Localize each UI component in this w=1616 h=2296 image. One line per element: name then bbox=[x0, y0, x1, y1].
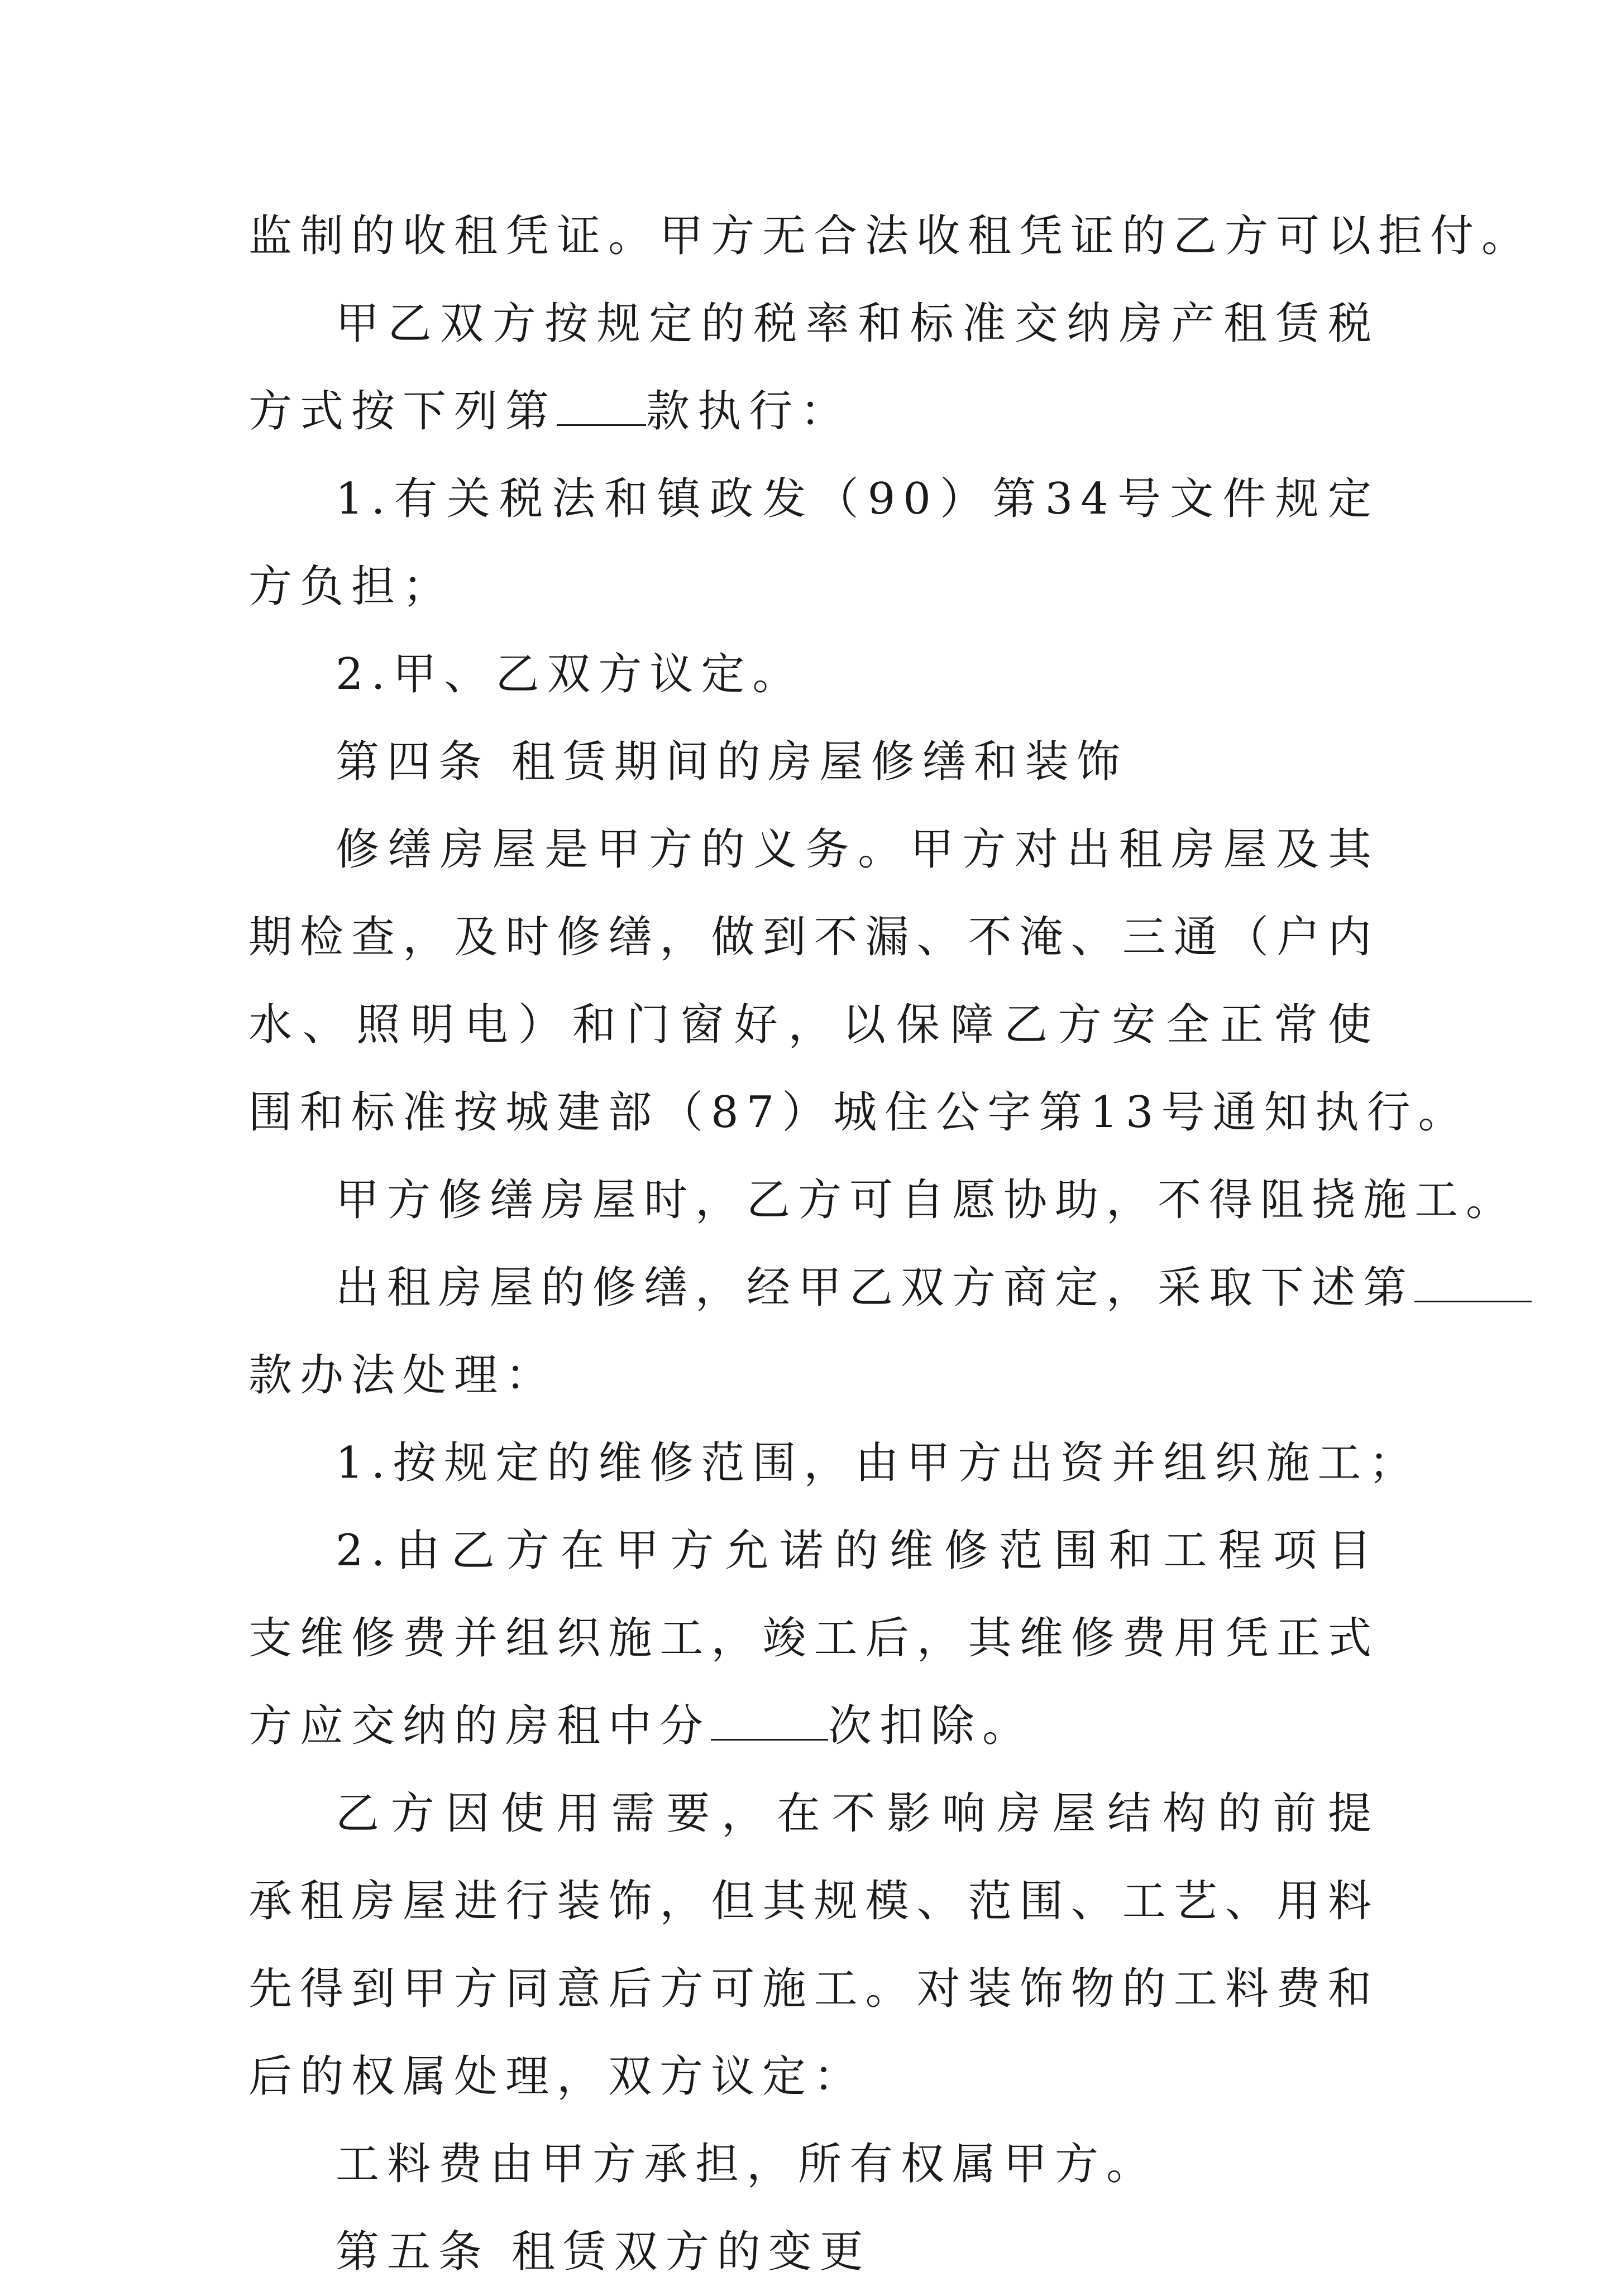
text-line: 水、照明电）和门窗好，以保障乙方安全正常使 bbox=[248, 1000, 1379, 1050]
paragraph-line bbox=[248, 806, 1379, 894]
paragraph-line bbox=[248, 1683, 1379, 1770]
text-line: 款执行： bbox=[646, 386, 852, 437]
text-line: 修缮房屋是甲方的义务。甲方对出租房屋及其 bbox=[336, 825, 1379, 875]
paragraph-line bbox=[248, 1420, 1421, 1507]
text-line: 出租房屋的修缮，经甲乙双方商定，采取下述第 bbox=[336, 1263, 1415, 1313]
text-line: 甲方修缮房屋时，乙方可自愿协助，不得阻挠施工。 bbox=[336, 1175, 1518, 1225]
text-line: 围和标准按城建部（87）城住公字第13号通知执行。 bbox=[248, 1087, 1470, 1138]
text-line: 方负担； bbox=[248, 562, 455, 612]
text-line: 甲乙双方按规定的税率和标准交纳房产租赁税 bbox=[336, 299, 1379, 349]
fill-in-blank bbox=[1414, 1267, 1532, 1302]
text-line: 乙方因使用需要，在不影响房屋结构的前提 bbox=[336, 1789, 1379, 1839]
text-line: 1.有关税法和镇政发（90）第34号文件规定 bbox=[336, 474, 1379, 524]
paragraph-line bbox=[248, 894, 1379, 981]
document-body bbox=[248, 193, 1533, 2296]
section-heading bbox=[248, 718, 1379, 806]
paragraph-line bbox=[248, 1945, 1379, 2033]
text-line: 次扣除。 bbox=[828, 1701, 1034, 1751]
heading-text: 第五条 租赁双方的变更 bbox=[336, 2227, 871, 2277]
text-line: 工料费由甲方承担，所有权属甲方。 bbox=[336, 2139, 1158, 2189]
text-line: 承租房屋进行装饰，但其规模、范围、工艺、用料 bbox=[248, 1876, 1379, 1926]
paragraph-line bbox=[248, 1507, 1379, 1595]
fill-in-blank bbox=[557, 391, 646, 426]
text-line: 2.甲、乙双方议定。 bbox=[336, 649, 804, 699]
text-line: 先得到甲方同意后方可施工。对装饰物的工料费和 bbox=[248, 1964, 1379, 2014]
text-line: 后的权属处理，双方议定： bbox=[248, 2051, 866, 2102]
paragraph-line bbox=[248, 2033, 1379, 2121]
paragraph-line bbox=[248, 1157, 1518, 1244]
paragraph-line bbox=[248, 631, 1379, 718]
paragraph-line bbox=[248, 368, 1379, 456]
paragraph-line bbox=[248, 280, 1379, 368]
paragraph-line bbox=[248, 1595, 1379, 1683]
text-line: 方式按下列第 bbox=[248, 386, 557, 437]
text-line: 支维修费并组织施工，竣工后，其维修费用凭正式 bbox=[248, 1613, 1379, 1664]
paragraph-line bbox=[248, 1244, 1415, 1332]
paragraph-line bbox=[248, 456, 1379, 543]
text-line: 款办法处理： bbox=[248, 1350, 557, 1401]
text-line: 方应交纳的房租中分 bbox=[248, 1701, 711, 1751]
paragraph-line bbox=[248, 1069, 1470, 1157]
text-line: 2.由乙方在甲方允诺的维修范围和工程项目 bbox=[336, 1526, 1379, 1576]
section-heading bbox=[248, 2208, 1379, 2296]
paragraph-line bbox=[248, 1332, 1379, 1420]
paragraph-line bbox=[248, 2121, 1379, 2208]
text-line: 监制的收租凭证。甲方无合法收租凭证的乙方可以拒付。 bbox=[248, 211, 1533, 261]
heading-text: 第四条 租赁期间的房屋修缮和装饰 bbox=[336, 737, 1128, 787]
fill-in-blank bbox=[711, 1705, 828, 1741]
paragraph-line bbox=[248, 1770, 1379, 1858]
paragraph-line bbox=[248, 193, 1533, 280]
text-line: 期检查，及时修缮，做到不漏、不淹、三通（户内 bbox=[248, 912, 1379, 962]
text-line: 1.按规定的维修范围，由甲方出资并组织施工； bbox=[336, 1438, 1421, 1488]
paragraph-line bbox=[248, 1858, 1379, 1945]
paragraph-line bbox=[248, 981, 1379, 1069]
paragraph-line bbox=[248, 543, 1379, 631]
